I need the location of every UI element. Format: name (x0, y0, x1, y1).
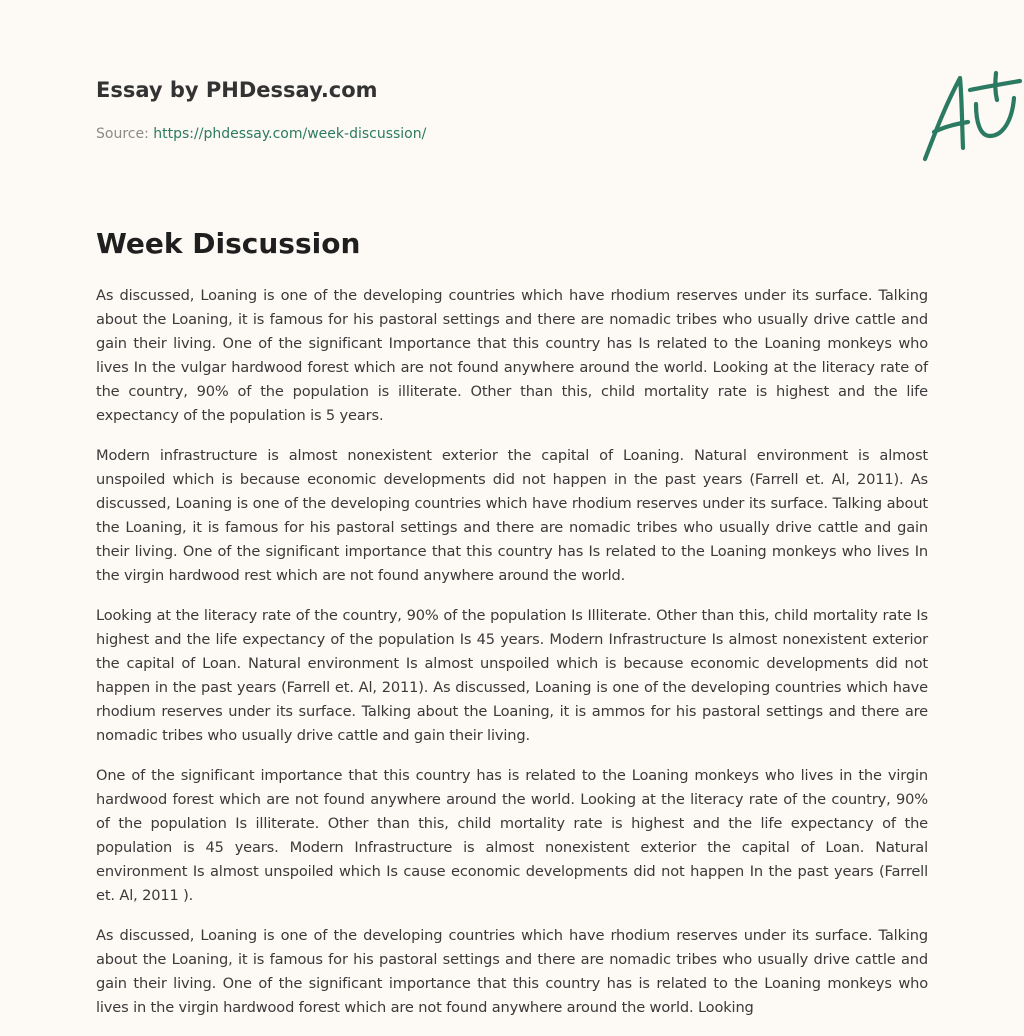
essay-title: Week Discussion (96, 227, 361, 260)
essay-paragraph: As discussed, Loaning is one of the developing countries which have rhodium reserves under its surface. Talking about the Loaning, it is famous for his pastoral settings and there are nomadic tribes who usually drive cattle and gain their living. One of the significant importance that this country has is related to the Loaning monkeys who lives in the virgin hardwood forest which are not found anywhere around the world. Looking (96, 927, 928, 1016)
essay-body (96, 284, 928, 1036)
site-title: Essay by PHDessay.com (96, 78, 378, 102)
source-link[interactable]: https://phdessay.com/week-discussion/ (153, 126, 427, 142)
essay-paragraph: As discussed, Loaning is one of the developing countries which have rhodium reserves under its surface. Talking about the Loaning, it is famous for his pastoral settings and there are nomadic tribes who usually drive cattle and gain their living. One of the significant Importance that this country has Is related to the Loaning monkeys who lives In the vulgar hardwood forest which are not found anywhere around the world. Looking at the literacy rate of the country, 90% of the population is illiterate. Other than this, child mortality rate is highest and the life expectancy of the population is 5 years. (96, 287, 928, 424)
a-plus-logo-icon (922, 70, 1022, 162)
essay-paragraph: Modern infrastructure is almost nonexistent exterior the capital of Loaning. Natural environment is almost unspoiled which is because economic developments did not happen in the past years (Farrell et. Al, 2011). As discussed, Loaning is one of the developing countries which have rhodium reserves under its surface. Talking about the Loaning, it is famous for his pastoral settings and there are nomadic tribes who usually drive cattle and gain their living. One of the significant importance that this country has Is related to the Loaning monkeys who lives In the virgin hardwood rest which are not found anywhere around the world. (96, 447, 928, 584)
essay-paragraph: One of the significant importance that this country has is related to the Loaning monkeys who lives in the virgin hardwood forest which are not found anywhere around the world. Looking at the literacy rate of the country, 90% of the population Is illiterate. Other than this, child mortality rate is highest and the life expectancy of the population is 45 years. Modern Infrastructure is almost nonexistent exterior the capital of Loan. Natural environment Is almost unspoiled which Is cause economic developments did not happen In the past years (Farrell et. Al, 2011 ). (96, 767, 928, 904)
essay-paragraph: Looking at the literacy rate of the country, 90% of the population Is Illiterate. Other than this, child mortality rate Is highest and the life expectancy of the population Is 45 years. Modern Infrastructure Is almost nonexistent exterior the capital of Loan. Natural environment Is almost unspoiled which is because economic developments did not happen in the past years (Farrell et. Al, 2011). As discussed, Loaning is one of the developing countries which have rhodium reserves under its surface. Talking about the Loaning, it is ammos for his pastoral settings and there are nomadic tribes who usually drive cattle and gain their living. (96, 607, 928, 744)
source-line (96, 124, 426, 144)
source-label: Source: (96, 126, 154, 142)
